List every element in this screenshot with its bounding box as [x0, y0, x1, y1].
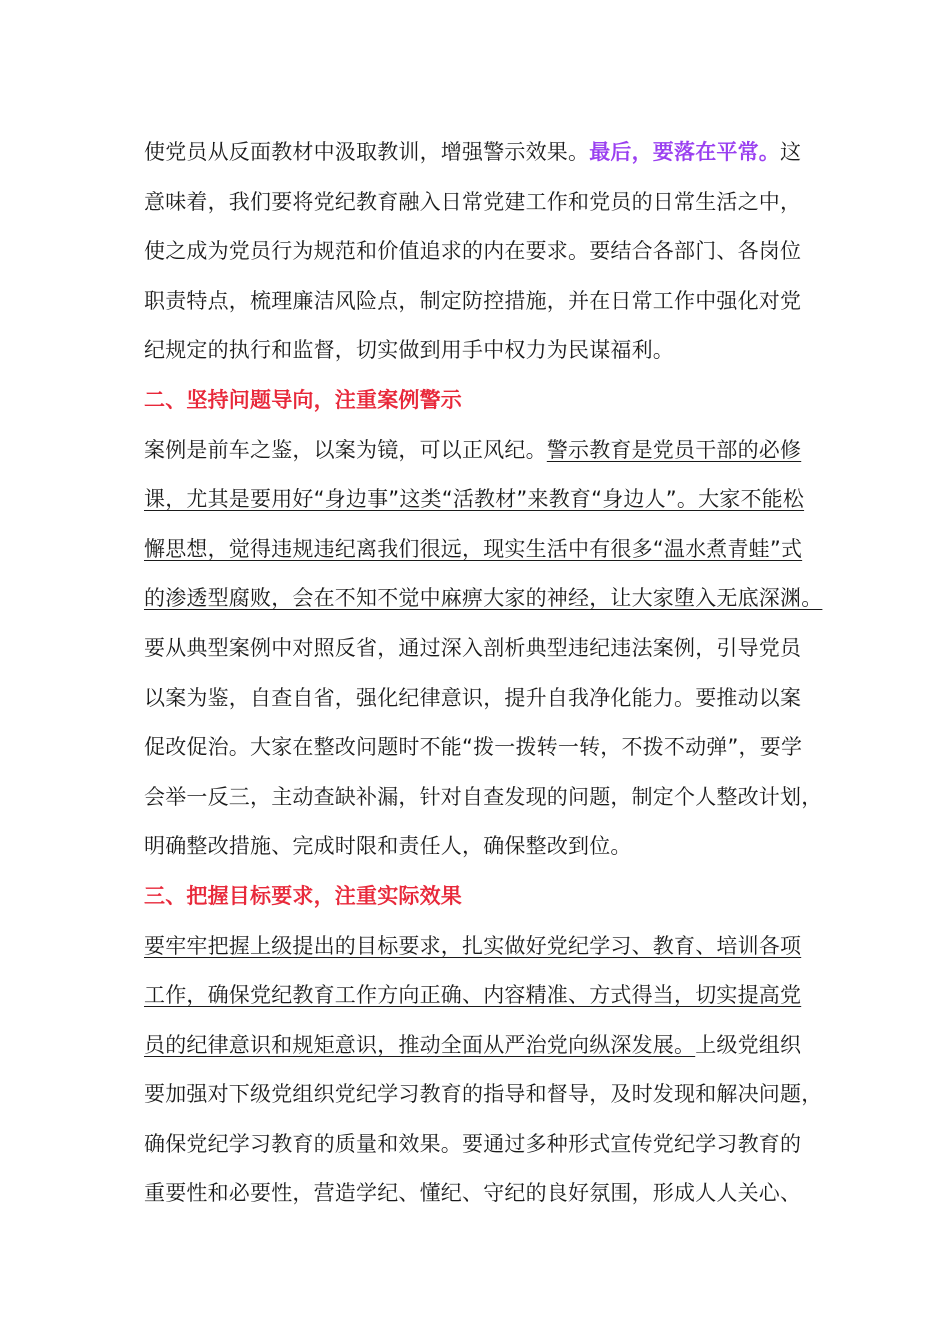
body-text: 使党员从反面教材中汲取教训，增强警示效果。	[144, 140, 590, 164]
paragraph-3-line-4: 要加强对下级党组织党纪学习教育的指导和督导，及时发现和解决问题，	[144, 1082, 823, 1107]
paragraph-3-line-5: 确保党纪学习教育的质量和效果。要通过多种形式宣传党纪学习教育的	[144, 1131, 802, 1156]
section-heading-2: 二、坚持问题导向，注重案例警示	[144, 387, 462, 412]
paragraph-3-line-3	[144, 1021, 814, 1071]
paragraph-2-line-1	[144, 426, 814, 476]
paragraph-1-line-2: 意味着，我们要将党纪教育融入日常党建工作和党员的日常生活之中，	[144, 189, 802, 214]
paragraph-2-line-9: 明确整改措施、完成时限和责任人，确保整改到位。	[144, 834, 632, 859]
paragraph-2-line-3: 懈思想，觉得违规违纪离我们很远，现实生活中有很多“温水煮青蛙”式	[144, 536, 803, 561]
body-text: 这	[780, 140, 802, 164]
paragraph-2-line-8: 会举一反三，主动查缺补漏，针对自查发现的问题，制定个人整改计划，	[144, 784, 823, 809]
paragraph-3-line-2: 工作，确保党纪教育工作方向正确、内容精准、方式得当，切实提高党	[144, 983, 802, 1008]
paragraph-3-line-1: 要牢牢把握上级提出的目标要求，扎实做好党纪学习、教育、培训各项	[144, 933, 802, 958]
paragraph-2-line-4: 的渗透型腐败，会在不知不觉中麻痹大家的神经，让大家堕入无底深渊。	[144, 586, 823, 611]
document-page	[144, 128, 823, 1219]
paragraph-1-line-5: 纪规定的执行和监督，切实做到用手中权力为民谋福利。	[144, 338, 674, 363]
paragraph-3-line-6: 重要性和必要性，营造学纪、懂纪、守纪的良好氛围，形成人人关心、	[144, 1181, 802, 1206]
body-text: 案例是前车之鉴，以案为镜，可以正风纪。	[144, 437, 547, 462]
paragraph-2-line-7: 促改促治。大家在整改问题时不能“拨一拨转一转，不拨不动弹”，要学	[144, 735, 803, 760]
paragraph-2-line-5: 要从典型案例中对照反省，通过深入剖析典型违纪违法案例，引导党员	[144, 635, 802, 660]
emphasis-text: 最后，要落在平常。	[589, 140, 781, 164]
paragraph-1-line-1	[144, 128, 814, 178]
paragraph-2-line-6: 以案为鉴，自查自省，强化纪律意识，提升自我净化能力。要推动以案	[144, 685, 802, 710]
paragraph-1-line-4: 职责特点，梳理廉洁风险点，制定防控措施，并在日常工作中强化对党	[144, 288, 802, 313]
body-text: 上级党组织	[695, 1032, 802, 1057]
underlined-text: 警示教育是党员干部的必修	[546, 437, 802, 462]
underlined-text: 员的纪律意识和规矩意识，推动全面从严治党向纵深发展。	[144, 1032, 696, 1057]
paragraph-1-line-3: 使之成为党员行为规范和价值追求的内在要求。要结合各部门、各岗位	[144, 239, 802, 264]
paragraph-2-line-2: 课，尤其是要用好“身边事”这类“活教材”来教育“身边人”。大家不能松	[144, 487, 805, 512]
section-heading-3: 三、把握目标要求，注重实际效果	[144, 883, 462, 908]
